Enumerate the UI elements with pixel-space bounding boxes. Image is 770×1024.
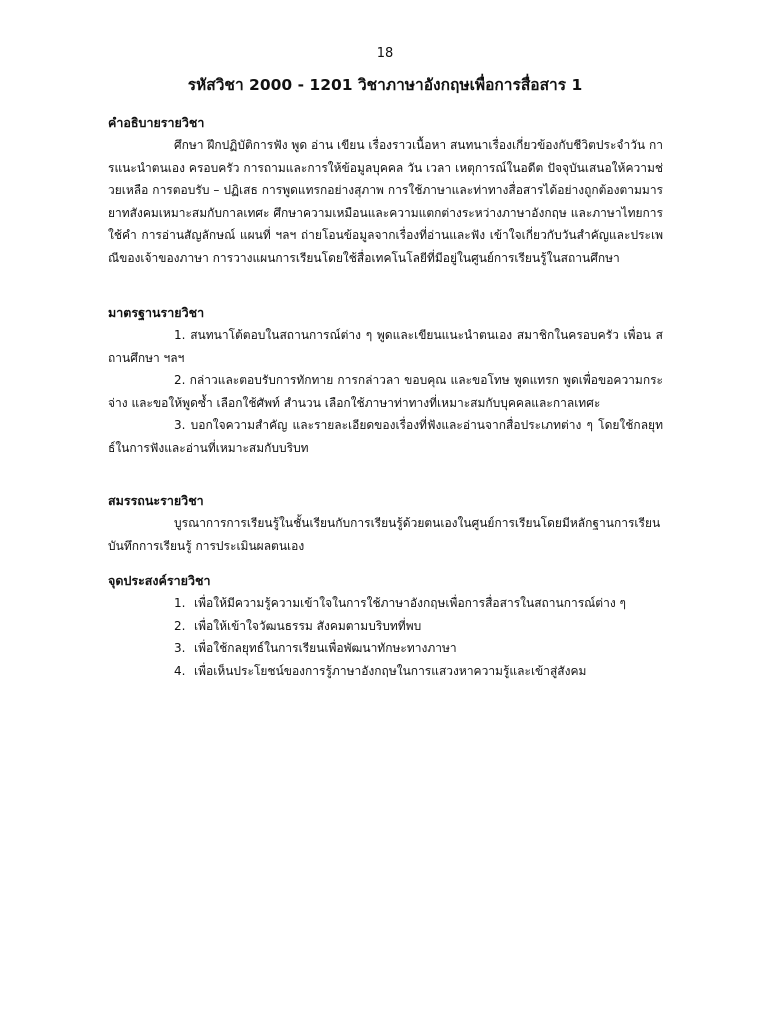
description-heading: คำอธิบายรายวิชา xyxy=(108,115,205,130)
objective-item-3 xyxy=(108,637,663,660)
competency-heading: สมรรถนะรายวิชา xyxy=(108,493,204,508)
standards-section xyxy=(108,302,663,460)
course-title: รหัสวิชา 2000 - 1201 วิชาภาษาอังกฤษเพื่อการสื่อสาร 1 xyxy=(187,76,583,94)
standard-item-text: กล่าวและตอบรับการทักทาย การกล่าวลา ขอบคุณ และขอโทษ พูดแทรก พูดเพื่อขอความกระจ่าง และขอให้พูดซ้ำ เลือกใช้ศัพท์ สำนวน เลือกใช้ภาษาท่าทางที่เหมาะสมกับบุคคลและกาลเทศะ xyxy=(108,373,663,410)
objectives-section xyxy=(108,570,663,682)
objective-item-2 xyxy=(108,615,663,638)
description-text: ศึกษา ฝึกปฏิบัติการฟัง พูด อ่าน เขียน เรื่องราวเนื้อหา สนทนาเรื่องเกี่ยวข้องกับชีวิตประจำวัน การแนะนำตนเอง ครอบครัว การถามและการให้ข้อมูลบุคคล วัน เวลา เหตุการณ์ในอดีต ปัจจุบันเสนอให้ความช่วยเหลือ การตอบรับ – ปฏิเสธ การพูดแทรกอย่างสุภาพ การใช้ภาษาและท่าทางสื่อสารได้อย่างถูกต้องตามมารยาทสังคมเหมาะสมกับกาลเทศะ ศึกษาความเหมือนและความแตกต่างระหว่างภาษาอังกฤษ และภาษาไทยการใช้คำ การอ่านสัญลักษณ์ แผนที่ ฯลฯ ถ่ายโอนข้อมูลจากเรื่องที่อ่านและฟัง เข้าใจเกี่ยวกับวันสำคัญและประเพณีของเจ้าของภาษา การวางแผนการเรียนโดยใช้สื่อเทคโนโลยีที่มีอยู่ในศูนย์การเรียนรู้ในสถานศึกษา xyxy=(108,138,663,265)
objective-item-text: เพื่อให้เข้าใจวัฒนธรรม สังคมตามบริบทที่พบ xyxy=(194,618,422,633)
standard-item-text: สนทนาโต้ตอบในสถานการณ์ต่าง ๆ พูดและเขียนแนะนำตนเอง สมาชิกในครอบครัว เพื่อน สถานศึกษา ฯลฯ xyxy=(108,328,663,365)
objective-item-text: เพื่อเห็นประโยชน์ของการรู้ภาษาอังกฤษในการแสวงหาความรู้และเข้าสู่สังคม xyxy=(194,663,587,678)
objective-item-1 xyxy=(108,592,663,615)
standard-item-1 xyxy=(108,324,663,369)
objectives-heading: จุดประสงค์รายวิชา xyxy=(108,573,211,588)
standard-item-2 xyxy=(108,369,663,414)
standard-item-number: 3. xyxy=(174,418,186,433)
page-number: 18 xyxy=(376,46,394,61)
standard-item-text: บอกใจความสำคัญ และรายละเอียดของเรื่องที่ฟังและอ่านจากสื่อประเภทต่าง ๆ โดยใช้กลยุทธ์ในการฟังและอ่านที่เหมาะสมกับบริบท xyxy=(108,418,663,455)
objective-item-text: เพื่อให้มีความรู้ความเข้าใจในการใช้ภาษาอังกฤษเพื่อการสื่อสารในสถานการณ์ต่าง ๆ xyxy=(194,596,626,610)
standards-heading: มาตรฐานรายวิชา xyxy=(108,305,205,320)
standard-item-3 xyxy=(108,414,663,459)
competency-text: บูรณาการการเรียนรู้ในชั้นเรียนกับการเรียนรู้ด้วยตนเองในศูนย์การเรียนโดยมีหลักฐานการเรียน บันทึกการเรียนรู้ การประเมินผลตนเอง xyxy=(108,516,661,553)
standard-item-number: 1. xyxy=(174,328,186,342)
competency-section xyxy=(108,490,663,557)
objective-item-number: 1. xyxy=(174,596,186,610)
objective-item-number: 3. xyxy=(174,641,186,656)
objective-item-number: 2. xyxy=(174,618,186,633)
objective-item-4 xyxy=(108,660,663,683)
objective-item-text: เพื่อใช้กลยุทธ์ในการเรียนเพื่อพัฒนาทักษะทางภาษา xyxy=(194,641,457,656)
objective-item-number: 4. xyxy=(174,663,186,678)
standard-item-number: 2. xyxy=(174,373,186,388)
description-section xyxy=(108,112,663,270)
objectives-list xyxy=(108,592,663,682)
